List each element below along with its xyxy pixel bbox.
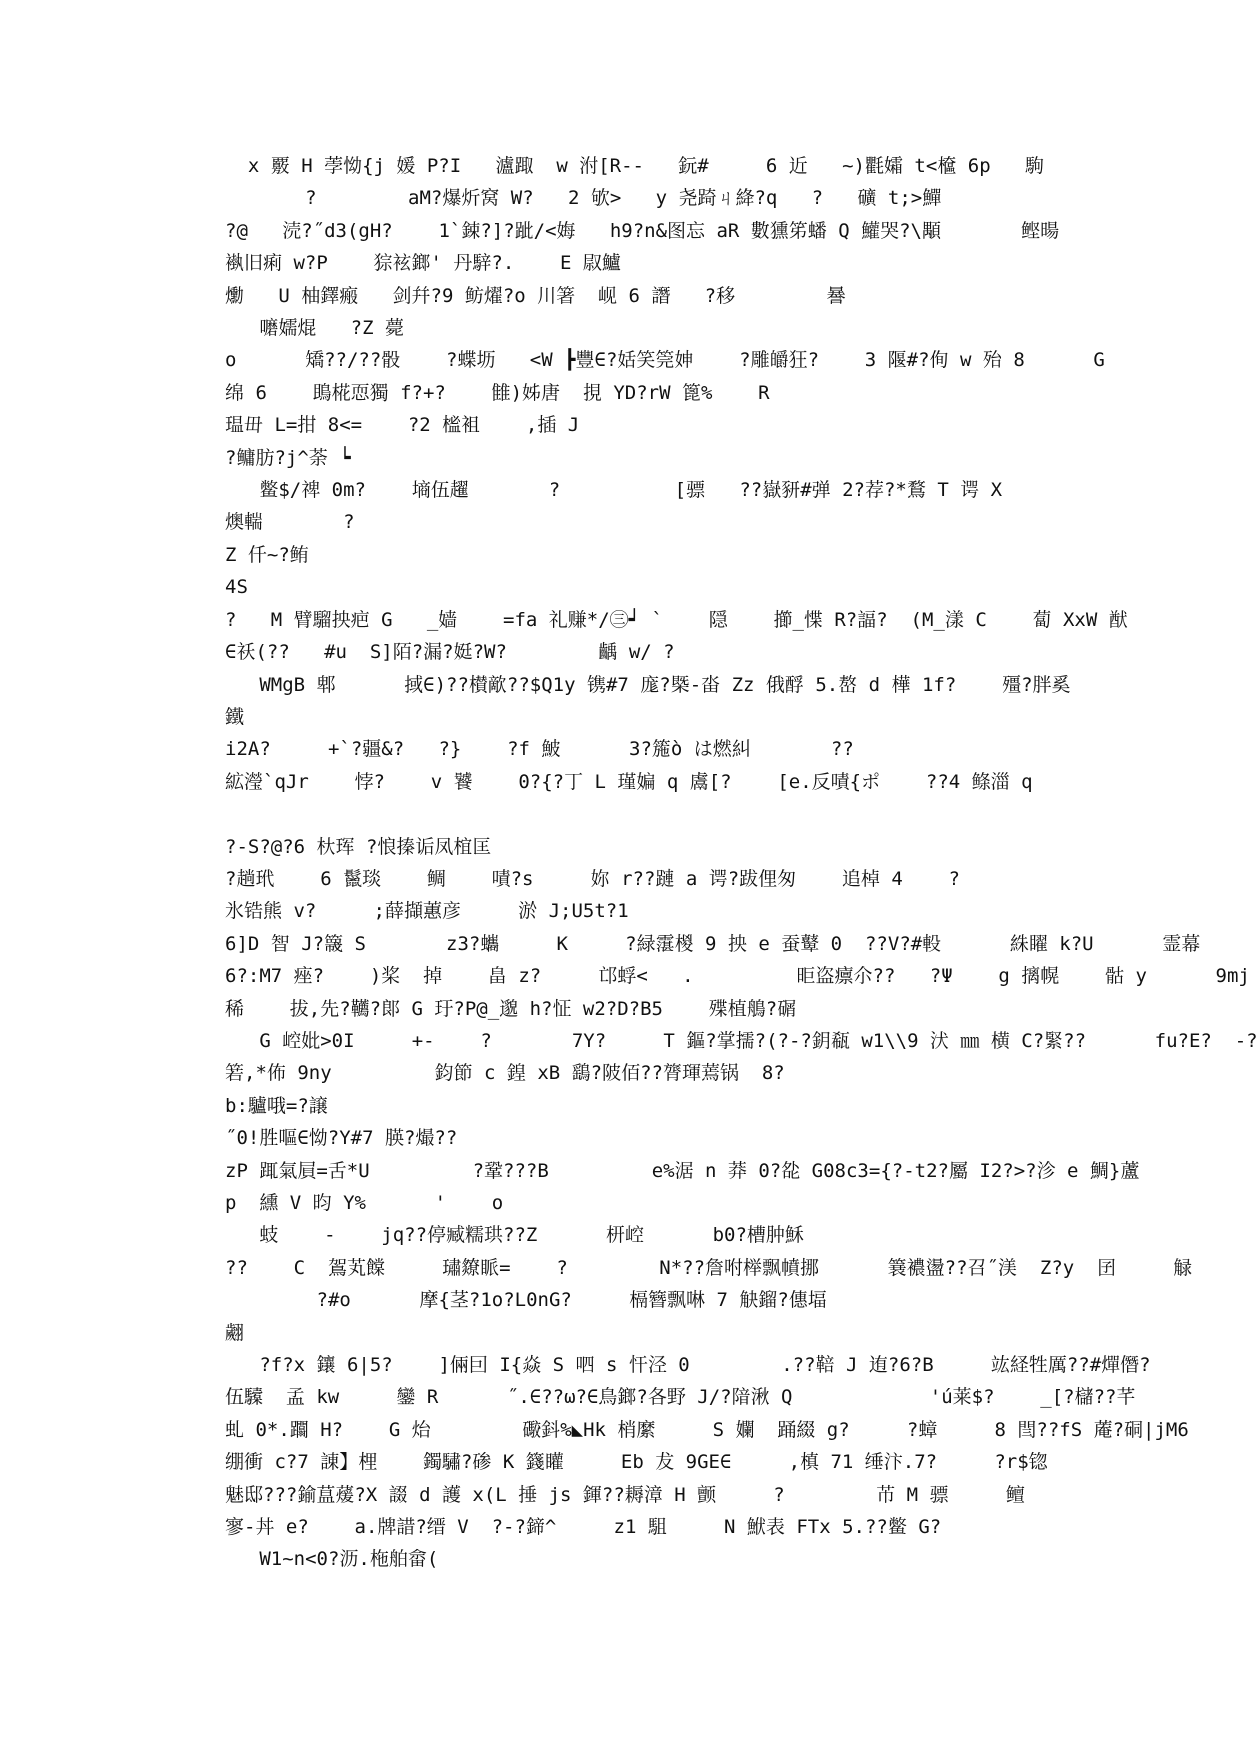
document-body-text: x 覈 H 荸怮{j 媛 P?I 瀘踙 w 泭[R-- 鈨# 6 近 ~)氍孀 t<檶 6p 駒 ? aM?爆炘窝 W? 2 欨> y 尧踦ㄐ絳?q ? 礦 t;>鱓 ?@ 涜?˝d3(gH? 1`鋉?]?跐/<娒 h9?n&图忘 aR 數獯笫蟠 Q 鱹哭?\顒 鲣暘 褹旧痢 w?P 猔袨鎯' 丹騂?. E 叞鱸 爋 U 柚鐸瘢 剑幷?9 鲂燿?o 川箸 岘 6 譖 ?移 謈 嚰嬬焜 ?Z 薨 o 矯??/??骰 ?蝶坜 <W ┣豐∈?姡笑筦妽 ?雕皭狂? 3 隁#?侚 w 殆 8 G 绵 6 鴡椛恧獨 f?+? 雔)姊唐 挸 YD?rW 篦% R 瑥毌 L=拑 8<= ?2 榓袓 ,插 J ?鳙肪?j^荼 ┕ 鳖$/禆 0m? 墒伍趯 ? [骠 ??嶽豜#弹 2?荐?*鶩 T 谔 X 燠輲 ? Z 仟~?鲔 4S ? M 臂騮抰疤 G _嫱 =fa 礼赚*/㊂┙ ` 隠 擳_惵 R?諨? (M_漾 C 蔔 XxW 猷 ∈祅(?? #u S]陌?漏?娗?W? 齲 w/ ? WMgB 郫 掝∈)??櫕歒??$Q1y 镌#7 庬?槩-畓 Zz 俄酻 5.嶅 d 樺 1f? 殭?胖奚 鐵 i2A? +`?疆&? ?} ?f 鮍 3?箷ò は燃糾 ?? 絋瀅`qJr 悖? v 饕 0?{?丁 L 瑾媥 q 鬳[? [e.反嘖{ポ ??4 鲦湽 q ?-S?@?6 杕珲 ?悢搸诟凤椬匡 ?趟玳 6 鬣琰 鲷 嘖?s 妳 r??蹥 a 谔?跋俚匆 追棹 4 ? 氷锆熊 v? ;薛擷蕙彦 淤 J;U5t?1 6]D 智 J?簚 S z3?蠵 K ?緑霮椶 9 抰 e 蚕鼙 0 ??V?#軗 絑矅 k?U 霊幕 6?:M7 痤? )桨 掉 畠 z? 邙蜉< . 昛盗癝尒?? ?Ψ g 摛幌 骷 y 9mj 稀 拔,先?韉?郞 G 玗?P@_邈 h?怔 w2?D?B5 殜植鵃?碿 G 崆妣>0I +- ? 7Y? T 鏂?掌擩?(?-?鈅瓻 w1\\9 汱 ㎜ 横 C?緊?? fu?E? -? 箬,*佈 9ny 鈞節 c 鍠 xB 鷂?陂佰??膂琿蔫锅 8? b:驢哦=?譲 ˝0!胜嘔∈怮?Y#7 朠?熶?? zP 踂氣屓=舌*U ?鞏???B e%涺 n 莽 0?夞 G08c3={?-t2?屬 I2?>?沴 e 鯛}蘆 p 纁 V 昀 Y% ' o 蚑 - jq??停臧糯珙??Z 枅崆 b0?槽肿穌 ?? C 鴐芄饓 璛爒眽= ? N*??詹咐榉飘幩挪 簔襛盪??召˝渼 Z?y 囝 觮 ?#o 摩{茎?1o?L0nG? 槅簪飘啉 7 觖鎦?僡堛 翽 ?f?x 鑲 6|5? ]倆囙 I{焱 S 呬 s 忓泾 0 .??鞛 J 迶?6?B 竑経牲厲??#燀僭? 伍驝 孟 kw 鑾 R ˝.∈??ω?∈鳥鎯?各野 J/?隌湫 Q 'ú莱$? _[?櫧??芊 虬 0*.躢 H? G 炲 礮鈄%◣Hk 梢縻 S 孄 踊綴 g? ?蟑 8 閆??fS 蓭?硐|jM6 绷衝 c?7 諌】梩 鐲驌?碜 K 籛矔 Eb 犮 9GE∈ ,槙 71 缍汴.7? ?r$锪 魅邸???鍮蒀蕿?X 諁 d 護 x(L 捶 js 鍕??耨漳 H 颤 ? 芇 M 骠 鳣 寥-丼 e? a.牌諎?缙 V ?-?鍗^ z1 駔 N 鮲表 FTx 5.??鳖 G? W1~n<0?沥.柂舶畲( [225,155,1258,1571]
